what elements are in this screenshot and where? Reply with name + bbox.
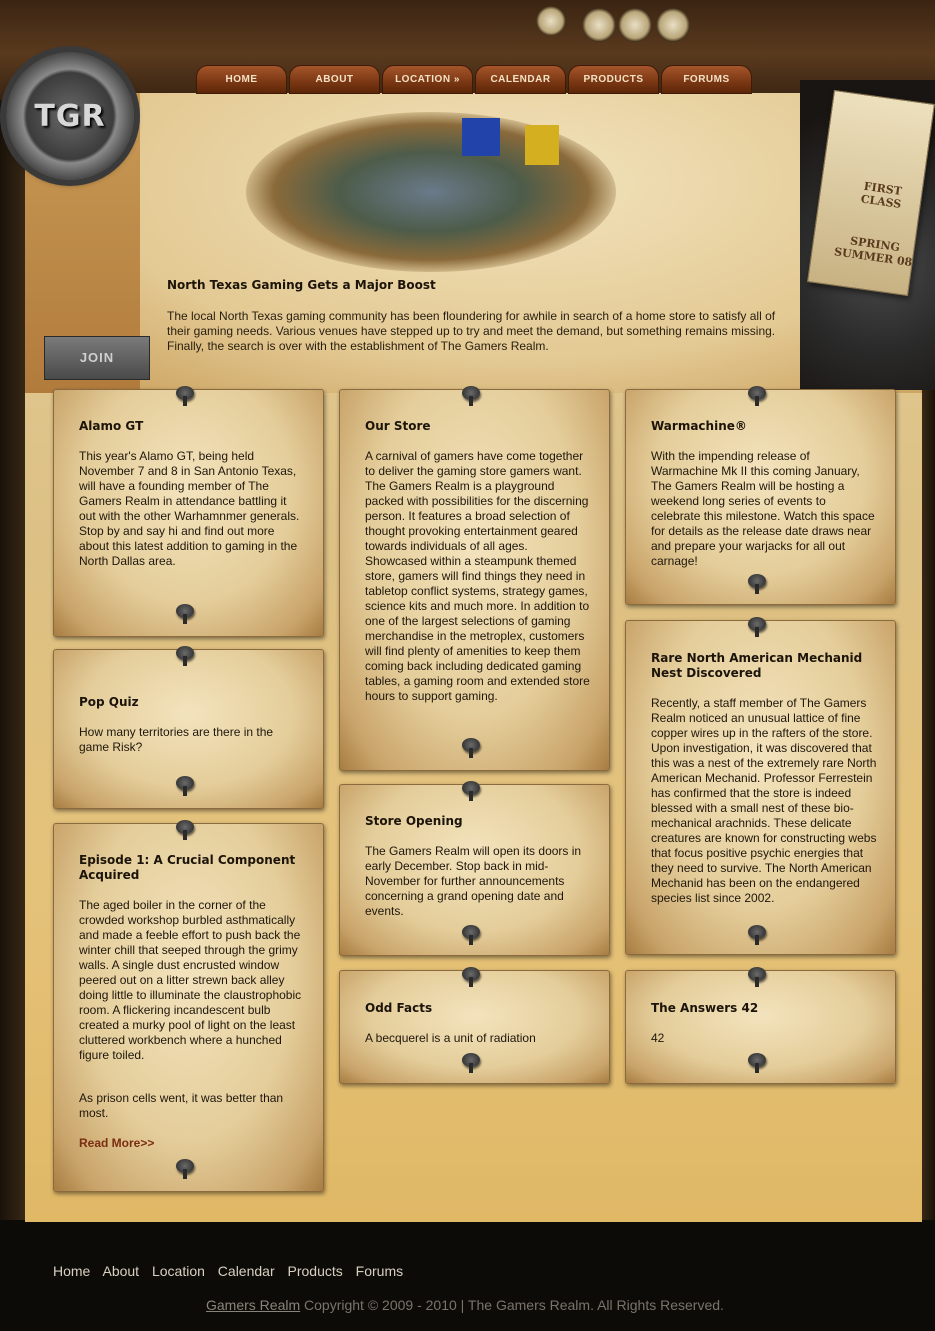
pin-icon bbox=[748, 574, 766, 588]
gauge-decoration bbox=[618, 8, 652, 42]
card-title: The Answers 42 bbox=[651, 1001, 759, 1015]
card-body: Recently, a staff member of The Gamers Realm noticed an unusual lattice of fine copper wires up in the rafters of the store. Upon investigation, it was discovered that this was a nest of the extremely rare North American Mechanid. Professor Ferrestein has confirmed that the store is indeed blessed with a small nest of these bio-mechanical arachnids. These delicate creatures are known for constructing webs that focus positive psychic energies that they need to survive. The North American Mechanid has been on the endangered species list since 2002. bbox=[651, 696, 877, 905]
footer-link-forums[interactable]: Forums bbox=[355, 1263, 404, 1279]
card-title: Store Opening bbox=[365, 814, 463, 828]
card-title: Rare North American Mechanid Nest Discovered bbox=[651, 651, 863, 680]
card-body: A becquerel is a unit of radiation bbox=[365, 1031, 536, 1045]
copyright-text: Copyright © 2009 - 2010 | The Gamers Realm. All Rights Reserved. bbox=[304, 1297, 724, 1313]
card-warmachine bbox=[625, 389, 896, 605]
gauge-decoration bbox=[582, 8, 616, 42]
pin-icon bbox=[748, 925, 766, 939]
pin-icon bbox=[176, 604, 194, 618]
site-logo[interactable] bbox=[6, 52, 134, 180]
footer-brand-link[interactable]: Gamers Realm bbox=[206, 1297, 301, 1313]
intro-body: The local North Texas gaming community has been floundering for awhile in search of a home store to satisfy all of their gaming needs. Various venues have stepped up to try and meet the demand, but something remains missing. Finally, the search is over with the establishment of The Gamers Realm. bbox=[167, 309, 776, 353]
card-title: Odd Facts bbox=[365, 1001, 433, 1015]
card-our-store bbox=[339, 389, 610, 771]
pin-icon bbox=[462, 781, 480, 795]
card-body: How many territories are there in the game Risk? bbox=[79, 725, 274, 754]
card-body: The aged boiler in the corner of the crowded workshop burbled asthmatically and made a feeble effort to push back the winter chill that seeped through the grimy walls. A single dust encrusted window peered out on a litter strewn back alley doing little to illuminate the claustrophobic room. A flickering incandescent bulb created a murky pool of light on the least cluttered workbench where a hunched figure toiled. bbox=[79, 898, 302, 1062]
read-more-link[interactable]: Read More>> bbox=[79, 1136, 155, 1150]
card-title: Alamo GT bbox=[79, 419, 144, 433]
footer-link-about[interactable]: About bbox=[102, 1263, 140, 1279]
gauge-decoration bbox=[656, 8, 690, 42]
card-title: Episode 1: A Crucial Component Acquired bbox=[79, 853, 296, 882]
main-nav bbox=[196, 65, 752, 94]
read-more-container bbox=[79, 1136, 305, 1151]
pin-icon bbox=[176, 646, 194, 660]
footer-link-calendar[interactable]: Calendar bbox=[217, 1263, 275, 1279]
nav-forums[interactable]: FORUMS bbox=[661, 65, 752, 94]
card-title: Warmachine® bbox=[651, 419, 747, 433]
footer-nav bbox=[53, 1263, 412, 1279]
pin-icon bbox=[462, 925, 480, 939]
nav-products[interactable]: PRODUCTS bbox=[568, 65, 659, 94]
hero-flag-blue bbox=[462, 118, 500, 156]
pin-icon bbox=[748, 386, 766, 400]
left-side-background bbox=[0, 100, 28, 1220]
nav-about[interactable]: ABOUT bbox=[289, 65, 380, 94]
footer-link-products[interactable]: Products bbox=[287, 1263, 343, 1279]
footer-link-location[interactable]: Location bbox=[151, 1263, 205, 1279]
footer-link-home[interactable]: Home bbox=[53, 1263, 91, 1279]
pin-icon bbox=[176, 386, 194, 400]
hero-flag-gold bbox=[525, 125, 559, 165]
card-odd-facts bbox=[339, 970, 610, 1084]
gauge-decoration bbox=[536, 6, 566, 36]
card-mechanid bbox=[625, 620, 896, 955]
pin-icon bbox=[176, 1159, 194, 1173]
pin-icon bbox=[176, 776, 194, 790]
pin-icon bbox=[176, 820, 194, 834]
pin-icon bbox=[462, 967, 480, 981]
intro-title: North Texas Gaming Gets a Major Boost bbox=[167, 278, 436, 292]
pin-icon bbox=[462, 1053, 480, 1067]
nav-location[interactable]: LOCATION » bbox=[382, 65, 473, 94]
pin-icon bbox=[748, 617, 766, 631]
card-body-2: As prison cells went, it was better than most. bbox=[79, 1091, 284, 1120]
copyright bbox=[206, 1297, 724, 1313]
pin-icon bbox=[748, 967, 766, 981]
card-episode-1 bbox=[53, 823, 324, 1192]
card-store-opening bbox=[339, 784, 610, 956]
card-title: Our Store bbox=[365, 419, 431, 433]
logo-text: TGR bbox=[34, 98, 106, 134]
card-title: Pop Quiz bbox=[79, 695, 139, 709]
card-body: The Gamers Realm will open its doors in early December. Stop back in mid-November for further announcements concerning a grand opening date and events. bbox=[365, 844, 582, 918]
nav-home[interactable]: HOME bbox=[196, 65, 287, 94]
luggage-tag-text: FIRST CLASS SPRING SUMMER 08 bbox=[833, 179, 914, 270]
card-alamo-gt bbox=[53, 389, 324, 637]
pin-icon bbox=[748, 1053, 766, 1067]
card-body: With the impending release of Warmachine Mk II this coming January, The Gamers Realm will be hosting a weekend long series of events to celebrate this milestone. Watch this space for details as the release date draws near and prepare your warjacks for all out carnage! bbox=[651, 449, 875, 568]
card-body: 42 bbox=[651, 1031, 665, 1045]
join-button[interactable]: JOIN bbox=[44, 336, 150, 380]
card-pop-quiz bbox=[53, 649, 324, 809]
card-the-answers bbox=[625, 970, 896, 1084]
hero-miniatures-image bbox=[246, 112, 616, 272]
card-body: This year's Alamo GT, being held November 7 and 8 in San Antonio Texas, will have a founding member of The Gamers Realm in attendance battling it out with the other Warhamnmer generals. Stop by and say hi and find out more about this latest addition to gaming in the North Dallas area. bbox=[79, 449, 300, 568]
card-body: A carnival of gamers have come together to deliver the gaming store gamers want. The Gamers Realm is a playground packed with possibilities for the discerning person. It features a broad selection of thought provoking entertainment geared towards individuals of all ages. Showcased within a steampunk themed store, gamers will find things they need in tabletop conflict systems, strategy games, science kits and much more. In addition to one of the largest selections of gaming merchandise in the metroplex, customers will find plenty of amenities to keep them coming back including dedicated gaming tables, a gaming room and extended store hours to support gaming. bbox=[365, 449, 590, 703]
nav-calendar[interactable]: CALENDAR bbox=[475, 65, 566, 94]
pin-icon bbox=[462, 386, 480, 400]
pin-icon bbox=[462, 738, 480, 752]
